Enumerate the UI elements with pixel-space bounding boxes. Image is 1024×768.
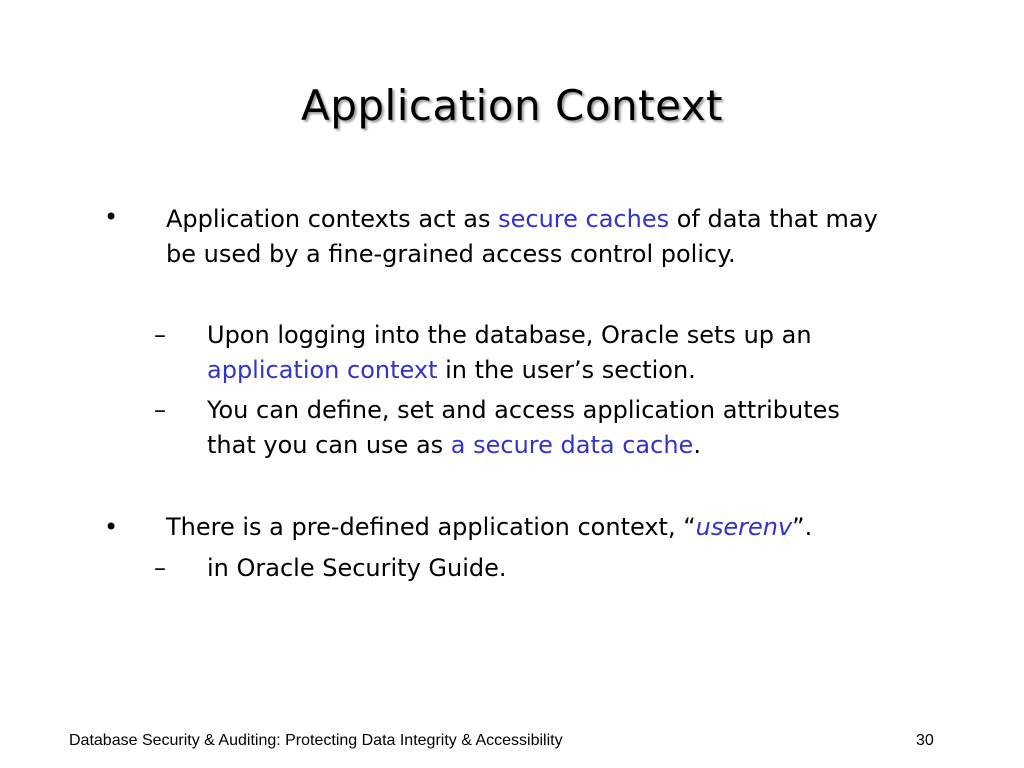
bullet-marker: • [104, 203, 119, 231]
bullet-item-secure-caches [166, 202, 966, 272]
subbullet-line: You can define, set and access application attributes [207, 396, 840, 424]
bullet-item-userenv [166, 510, 966, 545]
highlight-secure-caches: secure caches [498, 205, 670, 233]
subbullet-item-application-context [207, 318, 967, 388]
subbullet-marker: – [154, 554, 166, 582]
subbullet-text: . [693, 431, 701, 459]
highlight-application-context: application context [207, 356, 438, 384]
bullet-text: There is a pre-defined application context, “ [166, 513, 696, 541]
bullet-text: of data that may [669, 205, 878, 233]
subbullet-marker: – [154, 396, 166, 424]
footer-page-number: 30 [916, 732, 934, 749]
subbullet-text: in the user’s section. [437, 356, 696, 384]
subbullet-line: in Oracle Security Guide. [207, 554, 507, 582]
subbullet-line [207, 428, 967, 463]
bullet-marker: • [104, 513, 119, 541]
highlight-secure-data-cache: a secure data cache [450, 431, 694, 459]
slide-title: Application Context [300, 81, 724, 130]
subbullet-marker: – [154, 321, 166, 349]
subbullet-item-secure-data-cache [207, 393, 967, 463]
footer-course-title: Database Security & Auditing: Protecting Data Integrity & Accessibility [69, 732, 563, 749]
highlight-userenv: userenv [695, 513, 793, 541]
bullet-text: ”. [792, 513, 813, 541]
bullet-line: be used by a fine-grained access control policy. [166, 240, 736, 268]
subbullet-item-security-guide [207, 551, 967, 586]
subbullet-text: that you can use as [207, 431, 451, 459]
bullet-line [166, 510, 966, 545]
bullet-text: Application contexts act as [166, 205, 499, 233]
subbullet-line: Upon logging into the database, Oracle sets up an [207, 321, 812, 349]
subbullet-line [207, 353, 967, 388]
bullet-line [166, 202, 966, 237]
